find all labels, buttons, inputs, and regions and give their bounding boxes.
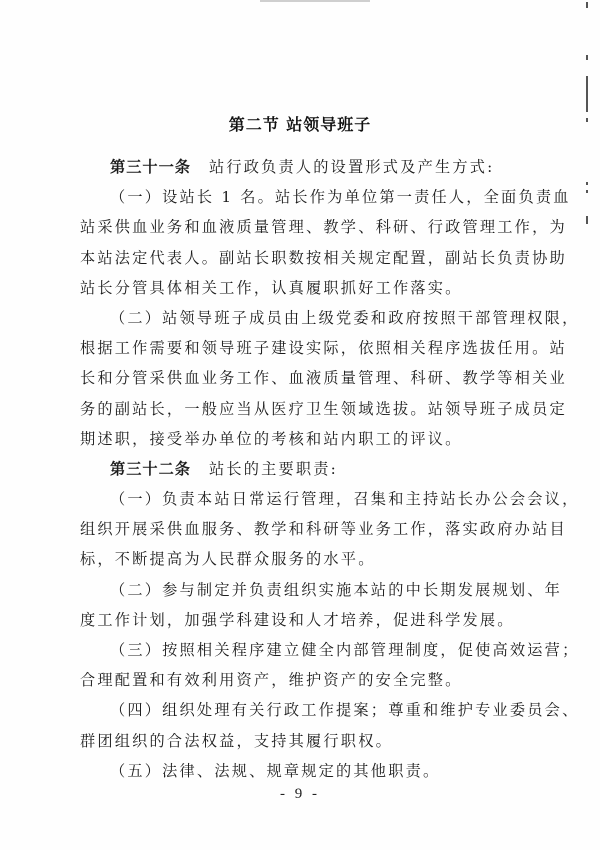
paragraph-line: 群团组织的合法权益，支持其履行职权。 [80, 731, 393, 750]
article-heading [80, 454, 536, 484]
paragraph-line: （一）负责本站日常运行管理，召集和主持站长办公会会议， [110, 490, 580, 509]
paragraph-line: （一）设站长 1 名。站长作为单位第一责任人，全面负责血 [110, 188, 571, 207]
paragraph-line: 长和分管采供血业务工作、血液质量管理、科研、教学等相关业 [80, 369, 567, 388]
paragraph-line: 期述职，接受举办单位的考核和站内职工的评议。 [80, 429, 463, 448]
article-title: 站行政负责人的设置形式及产生方式: [208, 158, 495, 176]
paragraph-line: 标，不断提高为人民群众服务的水平。 [80, 550, 376, 569]
paragraph-line: 本站法定代表人。副站长职数按相关规定配置，副站长负责协助 [80, 248, 567, 267]
paragraph-line: 务的副站长，一般应当从医疗卫生领域选拔。站领导班子成员定 [80, 399, 567, 418]
article-heading [80, 152, 536, 182]
paragraph-line: （二）站领导班子成员由上级党委和政府按照干部管理权限， [110, 308, 580, 327]
paragraph-line: （二）参与制定并负责组织实施本站的中长期发展规划、年 [110, 580, 563, 599]
article-number: 第三十一条 [110, 158, 191, 176]
paragraph-line: 度工作计划，加强学科建设和人才培养，促进科学发展。 [80, 610, 515, 629]
document-body [80, 152, 580, 786]
paragraph-line: 根据工作需要和领导班子建设实际，依照相关程序选拔任用。站 [80, 339, 567, 358]
paragraph-line: （三）按照相关程序建立健全内部管理制度，促使高效运营； [110, 641, 580, 659]
article-number: 第三十二条 [110, 459, 191, 478]
paragraph-line: 站采供血业务和血液质量管理、教学、科研、行政管理工作，为 [80, 218, 567, 237]
paragraph-line: 站长分管具体相关工作，认真履职抓好工作落实。 [80, 278, 463, 297]
section-title: 第二节 站领导班子 [228, 115, 372, 134]
paragraph-line: 合理配置和有效利用资产，维护资产的安全完整。 [80, 671, 463, 690]
scan-artifact-edge [586, 0, 588, 320]
scan-artifact-top [260, 0, 370, 2]
article-title: 站长的主要职责: [208, 459, 338, 478]
paragraph-line: 组织开展采供血服务、教学和科研等业务工作，落实政府办站目 [80, 520, 567, 539]
paragraph-line: （四）组织处理有关行政工作提案；尊重和维护专业委员会、 [110, 701, 580, 720]
page-number: - 9 - [280, 786, 320, 802]
paragraph-line: （五）法律、法规、规章规定的其他职责。 [110, 761, 441, 780]
